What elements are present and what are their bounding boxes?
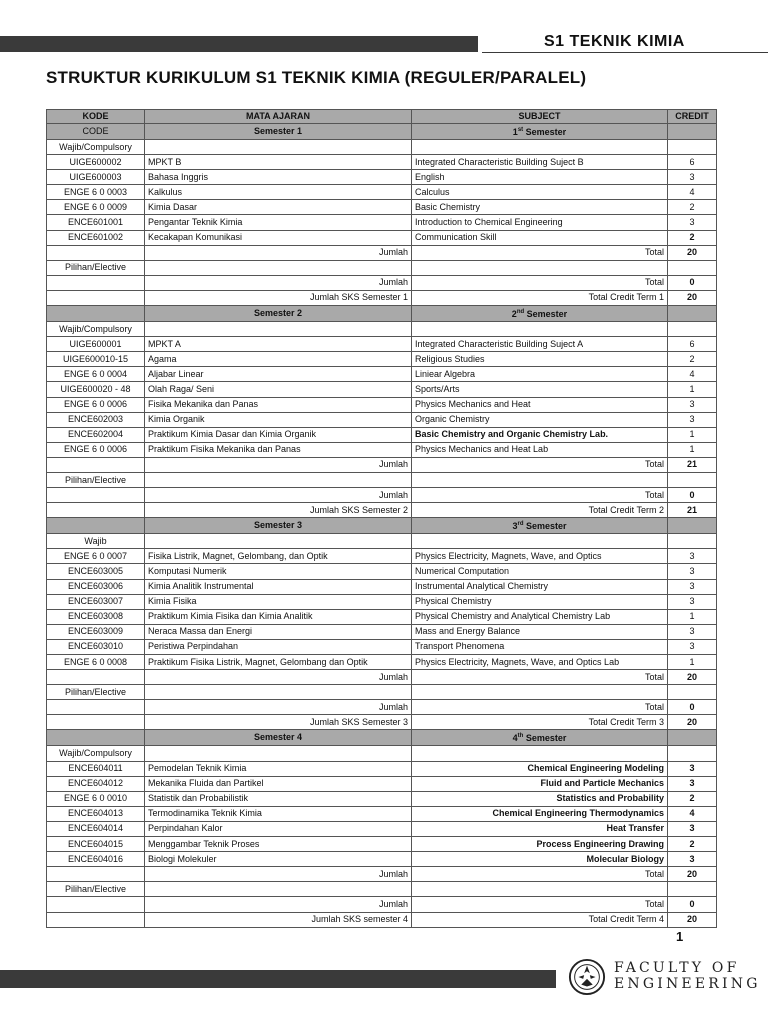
course-row <box>47 442 717 457</box>
empty-cell <box>47 457 145 472</box>
course-code: ENCE603005 <box>47 564 145 579</box>
group-label: Pilihan/Elective <box>47 472 145 487</box>
semester-title-en: 4th Semester <box>412 730 668 746</box>
course-code: ENGE 6 0 0003 <box>47 185 145 200</box>
course-subject: Calculus <box>412 185 668 200</box>
total-label-en: Total Credit Term 3 <box>412 715 668 730</box>
document-title: STRUKTUR KURIKULUM S1 TEKNIK KIMIA (REGULER/PARALEL) <box>46 68 587 87</box>
semester-credit-cell <box>668 124 717 140</box>
ordinal-suffix: nd <box>516 309 525 316</box>
course-row <box>47 761 717 776</box>
course-code: ENCE602004 <box>47 427 145 442</box>
course-subject: Sports/Arts <box>412 382 668 397</box>
semester-header-row <box>47 730 717 746</box>
total-row <box>47 503 717 518</box>
course-code: ENCE601001 <box>47 215 145 230</box>
course-subject: Introduction to Chemical Engineering <box>412 215 668 230</box>
course-row <box>47 655 717 670</box>
empty-cell <box>668 534 717 549</box>
course-row <box>47 579 717 594</box>
course-credit: 3 <box>668 397 717 412</box>
course-name: Agama <box>145 352 412 367</box>
group-label: Wajib <box>47 534 145 549</box>
course-subject: Basic Chemistry <box>412 200 668 215</box>
total-label-en: Total <box>412 867 668 882</box>
course-row <box>47 549 717 564</box>
course-code: UIGE600001 <box>47 337 145 352</box>
empty-cell <box>668 260 717 275</box>
course-name: Bahasa Inggris <box>145 170 412 185</box>
column-header-mata-ajaran: MATA AJARAN <box>145 110 412 124</box>
course-row <box>47 624 717 639</box>
course-name: Neraca Massa dan Energi <box>145 624 412 639</box>
course-code: UIGE600010-15 <box>47 352 145 367</box>
total-label: Jumlah SKS Semester 1 <box>145 290 412 305</box>
course-name: Pemodelan Teknik Kimia <box>145 761 412 776</box>
course-name: Praktikum Kimia Fisika dan Kimia Analitik <box>145 609 412 624</box>
empty-cell <box>47 245 145 260</box>
empty-cell <box>412 882 668 897</box>
group-label-row <box>47 260 717 275</box>
course-subject: Physical Chemistry and Analytical Chemistry Lab <box>412 609 668 624</box>
empty-cell <box>412 472 668 487</box>
footer-bar <box>0 970 556 988</box>
course-name: Perpindahan Kalor <box>145 821 412 836</box>
course-code: ENCE602003 <box>47 412 145 427</box>
course-row <box>47 215 717 230</box>
total-row <box>47 245 717 260</box>
total-label: Jumlah <box>145 275 412 290</box>
course-row <box>47 170 717 185</box>
semester-title: Semester 2 <box>145 306 412 322</box>
group-label-row <box>47 685 717 700</box>
group-label-row <box>47 882 717 897</box>
total-label-en: Total <box>412 275 668 290</box>
course-name: Pengantar Teknik Kimia <box>145 215 412 230</box>
course-subject: Chemical Engineering Modeling <box>412 761 668 776</box>
course-row <box>47 155 717 170</box>
group-label-row <box>47 472 717 487</box>
header-bar <box>0 36 478 52</box>
course-row <box>47 837 717 852</box>
course-subject: Process Engineering Drawing <box>412 837 668 852</box>
course-credit: 3 <box>668 776 717 791</box>
group-label-row <box>47 534 717 549</box>
course-credit: 6 <box>668 155 717 170</box>
course-code: ENCE604013 <box>47 806 145 821</box>
course-row <box>47 352 717 367</box>
course-row <box>47 776 717 791</box>
course-code: ENCE604016 <box>47 852 145 867</box>
semester-title: Semester 4 <box>145 730 412 746</box>
course-row <box>47 564 717 579</box>
course-code: ENCE603009 <box>47 624 145 639</box>
empty-cell <box>412 534 668 549</box>
course-subject: Physics Mechanics and Heat <box>412 397 668 412</box>
total-label-en: Total <box>412 245 668 260</box>
course-credit: 1 <box>668 609 717 624</box>
page-number: 1 <box>676 929 684 944</box>
semester-code-label <box>47 730 145 746</box>
total-label-en: Total Credit Term 2 <box>412 503 668 518</box>
course-name: Praktikum Kimia Dasar dan Kimia Organik <box>145 427 412 442</box>
course-subject: Liniear Algebra <box>412 367 668 382</box>
course-row <box>47 382 717 397</box>
course-subject: Basic Chemistry and Organic Chemistry Lab. <box>412 427 668 442</box>
course-row <box>47 397 717 412</box>
total-credit: 20 <box>668 245 717 260</box>
total-label-en: Total Credit Term 1 <box>412 290 668 305</box>
course-credit: 3 <box>668 639 717 654</box>
total-row <box>47 290 717 305</box>
course-code: ENGE 6 0 0009 <box>47 200 145 215</box>
course-code: ENCE603006 <box>47 579 145 594</box>
semester-title-en: 3rd Semester <box>412 518 668 534</box>
course-name: Menggambar Teknik Proses <box>145 837 412 852</box>
empty-cell <box>47 700 145 715</box>
course-subject: Communication Skill <box>412 230 668 245</box>
course-credit: 3 <box>668 579 717 594</box>
course-code: ENGE 6 0 0007 <box>47 549 145 564</box>
ordinal-suffix: th <box>517 733 524 740</box>
empty-cell <box>412 140 668 155</box>
course-code: UIGE600003 <box>47 170 145 185</box>
empty-cell <box>668 322 717 337</box>
course-credit: 2 <box>668 837 717 852</box>
course-subject: Organic Chemistry <box>412 412 668 427</box>
empty-cell <box>412 260 668 275</box>
course-row <box>47 821 717 836</box>
course-subject: Physics Electricity, Magnets, Wave, and Optics <box>412 549 668 564</box>
course-subject: Chemical Engineering Thermodynamics <box>412 806 668 821</box>
course-code: ENCE604015 <box>47 837 145 852</box>
course-code: ENGE 6 0 0004 <box>47 367 145 382</box>
total-label-en: Total <box>412 670 668 685</box>
course-code: ENCE603008 <box>47 609 145 624</box>
column-header-credit: CREDIT <box>668 110 717 124</box>
course-code: ENCE601002 <box>47 230 145 245</box>
course-code: ENCE603007 <box>47 594 145 609</box>
total-credit: 0 <box>668 700 717 715</box>
total-row <box>47 457 717 472</box>
semester-code-label <box>47 518 145 534</box>
semester-header-row <box>47 306 717 322</box>
faculty-line2: ENGINEERING <box>614 976 761 992</box>
empty-cell <box>47 715 145 730</box>
course-credit: 1 <box>668 427 717 442</box>
course-name: Statistik dan Probabilistik <box>145 791 412 806</box>
course-code: ENGE 6 0 0006 <box>47 397 145 412</box>
total-label: Jumlah SKS semester 4 <box>145 912 412 927</box>
ordinal-suffix: st <box>517 127 524 133</box>
total-label: Jumlah <box>145 670 412 685</box>
course-row <box>47 609 717 624</box>
course-name: Peristiwa Perpindahan <box>145 639 412 654</box>
semester-credit-cell <box>668 730 717 746</box>
group-label-row <box>47 322 717 337</box>
empty-cell <box>47 867 145 882</box>
course-subject: Transport Phenomena <box>412 639 668 654</box>
empty-cell <box>668 882 717 897</box>
course-row <box>47 412 717 427</box>
empty-cell <box>145 260 412 275</box>
course-name: Kimia Fisika <box>145 594 412 609</box>
semester-code-label: CODE <box>47 124 145 140</box>
course-credit: 3 <box>668 821 717 836</box>
course-code: ENCE604012 <box>47 776 145 791</box>
course-subject: Numerical Computation <box>412 564 668 579</box>
course-name: MPKT A <box>145 337 412 352</box>
total-row <box>47 670 717 685</box>
course-code: UIGE600002 <box>47 155 145 170</box>
course-row <box>47 852 717 867</box>
empty-cell <box>668 140 717 155</box>
course-row <box>47 594 717 609</box>
empty-cell <box>145 534 412 549</box>
university-seal-icon <box>568 958 606 996</box>
empty-cell <box>412 685 668 700</box>
total-credit: 0 <box>668 275 717 290</box>
course-name: Kalkulus <box>145 185 412 200</box>
course-credit: 6 <box>668 337 717 352</box>
course-row <box>47 639 717 654</box>
total-label: Jumlah <box>145 488 412 503</box>
group-label: Wajib/Compulsory <box>47 746 145 761</box>
course-row <box>47 791 717 806</box>
course-subject: Heat Transfer <box>412 821 668 836</box>
course-name: Olah Raga/ Seni <box>145 382 412 397</box>
total-row <box>47 715 717 730</box>
course-code: ENGE 6 0 0008 <box>47 655 145 670</box>
course-code: UIGE600020 - 48 <box>47 382 145 397</box>
course-row <box>47 185 717 200</box>
course-code: ENGE 6 0 0006 <box>47 442 145 457</box>
total-label: Jumlah SKS Semester 3 <box>145 715 412 730</box>
total-credit: 20 <box>668 670 717 685</box>
course-code: ENGE 6 0 0010 <box>47 791 145 806</box>
empty-cell <box>668 472 717 487</box>
semester-code-label <box>47 306 145 322</box>
ordinal-suffix: rd <box>517 521 524 528</box>
semester-header-row <box>47 124 717 140</box>
empty-cell <box>47 670 145 685</box>
group-label: Wajib/Compulsory <box>47 322 145 337</box>
course-row <box>47 200 717 215</box>
course-name: Praktikum Fisika Listrik, Magnet, Gelombang dan Optik <box>145 655 412 670</box>
course-subject: Integrated Characteristic Building Suject B <box>412 155 668 170</box>
total-credit: 20 <box>668 290 717 305</box>
course-name: Aljabar Linear <box>145 367 412 382</box>
course-credit: 2 <box>668 230 717 245</box>
course-row <box>47 367 717 382</box>
course-subject: Statistics and Probability <box>412 791 668 806</box>
total-row <box>47 867 717 882</box>
total-row <box>47 700 717 715</box>
course-subject: Mass and Energy Balance <box>412 624 668 639</box>
empty-cell <box>412 322 668 337</box>
course-credit: 3 <box>668 170 717 185</box>
course-credit: 3 <box>668 215 717 230</box>
total-label: Jumlah <box>145 867 412 882</box>
total-credit: 21 <box>668 503 717 518</box>
total-row <box>47 912 717 927</box>
semester-title-en: 2nd Semester <box>412 306 668 322</box>
course-name: Termodinamika Teknik Kimia <box>145 806 412 821</box>
course-credit: 3 <box>668 852 717 867</box>
course-credit: 2 <box>668 352 717 367</box>
course-name: Biologi Molekuler <box>145 852 412 867</box>
total-credit: 20 <box>668 867 717 882</box>
empty-cell <box>145 685 412 700</box>
course-credit: 2 <box>668 200 717 215</box>
faculty-line1: FACULTY OF <box>614 960 740 976</box>
empty-cell <box>412 746 668 761</box>
empty-cell <box>668 685 717 700</box>
course-name: Kecakapan Komunikasi <box>145 230 412 245</box>
total-credit: 20 <box>668 912 717 927</box>
total-label: Jumlah <box>145 897 412 912</box>
total-credit: 0 <box>668 897 717 912</box>
header-title: S1 TEKNIK KIMIA <box>544 33 685 50</box>
semester-title: Semester 1 <box>145 124 412 140</box>
course-row <box>47 230 717 245</box>
total-credit: 21 <box>668 457 717 472</box>
course-name: Kimia Organik <box>145 412 412 427</box>
empty-cell <box>145 472 412 487</box>
course-code: ENCE604011 <box>47 761 145 776</box>
empty-cell <box>47 503 145 518</box>
empty-cell <box>145 746 412 761</box>
group-label: Pilihan/Elective <box>47 260 145 275</box>
course-credit: 3 <box>668 594 717 609</box>
empty-cell <box>145 322 412 337</box>
course-credit: 3 <box>668 412 717 427</box>
course-credit: 1 <box>668 655 717 670</box>
column-header-kode: KODE <box>47 110 145 124</box>
total-label-en: Total <box>412 457 668 472</box>
course-credit: 3 <box>668 549 717 564</box>
course-subject: Instrumental Analytical Chemistry <box>412 579 668 594</box>
total-label: Jumlah SKS Semester 2 <box>145 503 412 518</box>
course-credit: 3 <box>668 761 717 776</box>
total-label-en: Total <box>412 897 668 912</box>
course-credit: 2 <box>668 791 717 806</box>
total-label: Jumlah <box>145 245 412 260</box>
course-name: Kimia Dasar <box>145 200 412 215</box>
course-subject: Fluid and Particle Mechanics <box>412 776 668 791</box>
semester-credit-cell <box>668 306 717 322</box>
course-row <box>47 427 717 442</box>
course-subject: English <box>412 170 668 185</box>
course-credit: 1 <box>668 442 717 457</box>
empty-cell <box>47 275 145 290</box>
course-credit: 4 <box>668 806 717 821</box>
group-label: Pilihan/Elective <box>47 882 145 897</box>
total-row <box>47 897 717 912</box>
course-code: ENCE603010 <box>47 639 145 654</box>
faculty-logo-text <box>614 960 761 992</box>
empty-cell <box>47 488 145 503</box>
course-credit: 3 <box>668 624 717 639</box>
total-row <box>47 488 717 503</box>
empty-cell <box>145 140 412 155</box>
group-label-row <box>47 140 717 155</box>
course-name: Kimia Analitik Instrumental <box>145 579 412 594</box>
total-row <box>47 275 717 290</box>
total-label-en: Total Credit Term 4 <box>412 912 668 927</box>
course-name: Fisika Mekanika dan Panas <box>145 397 412 412</box>
curriculum-table <box>46 109 717 928</box>
course-name: Mekanika Fluida dan Partikel <box>145 776 412 791</box>
empty-cell <box>145 882 412 897</box>
course-subject: Physics Electricity, Magnets, Wave, and Optics Lab <box>412 655 668 670</box>
empty-cell <box>668 746 717 761</box>
course-name: Komputasi Numerik <box>145 564 412 579</box>
course-subject: Integrated Characteristic Building Suject A <box>412 337 668 352</box>
course-credit: 3 <box>668 564 717 579</box>
semester-title: Semester 3 <box>145 518 412 534</box>
semester-credit-cell <box>668 518 717 534</box>
course-code: ENCE604014 <box>47 821 145 836</box>
course-subject: Religious Studies <box>412 352 668 367</box>
total-label-en: Total <box>412 488 668 503</box>
course-row <box>47 337 717 352</box>
course-name: MPKT B <box>145 155 412 170</box>
empty-cell <box>47 912 145 927</box>
total-label: Jumlah <box>145 457 412 472</box>
course-subject: Physical Chemistry <box>412 594 668 609</box>
course-subject: Physics Mechanics and Heat Lab <box>412 442 668 457</box>
total-credit: 0 <box>668 488 717 503</box>
course-subject: Molecular Biology <box>412 852 668 867</box>
total-credit: 20 <box>668 715 717 730</box>
course-credit: 4 <box>668 367 717 382</box>
total-label: Jumlah <box>145 700 412 715</box>
table-header-row <box>47 110 717 124</box>
empty-cell <box>47 290 145 305</box>
empty-cell <box>47 897 145 912</box>
group-label-row <box>47 746 717 761</box>
group-label: Pilihan/Elective <box>47 685 145 700</box>
semester-title-en: 1st Semester <box>412 124 668 140</box>
course-name: Praktikum Fisika Mekanika dan Panas <box>145 442 412 457</box>
course-row <box>47 806 717 821</box>
semester-header-row <box>47 518 717 534</box>
total-label-en: Total <box>412 700 668 715</box>
course-credit: 4 <box>668 185 717 200</box>
group-label: Wajib/Compulsory <box>47 140 145 155</box>
course-name: Fisika Listrik, Magnet, Gelombang, dan Optik <box>145 549 412 564</box>
column-header-subject: SUBJECT <box>412 110 668 124</box>
course-credit: 1 <box>668 382 717 397</box>
